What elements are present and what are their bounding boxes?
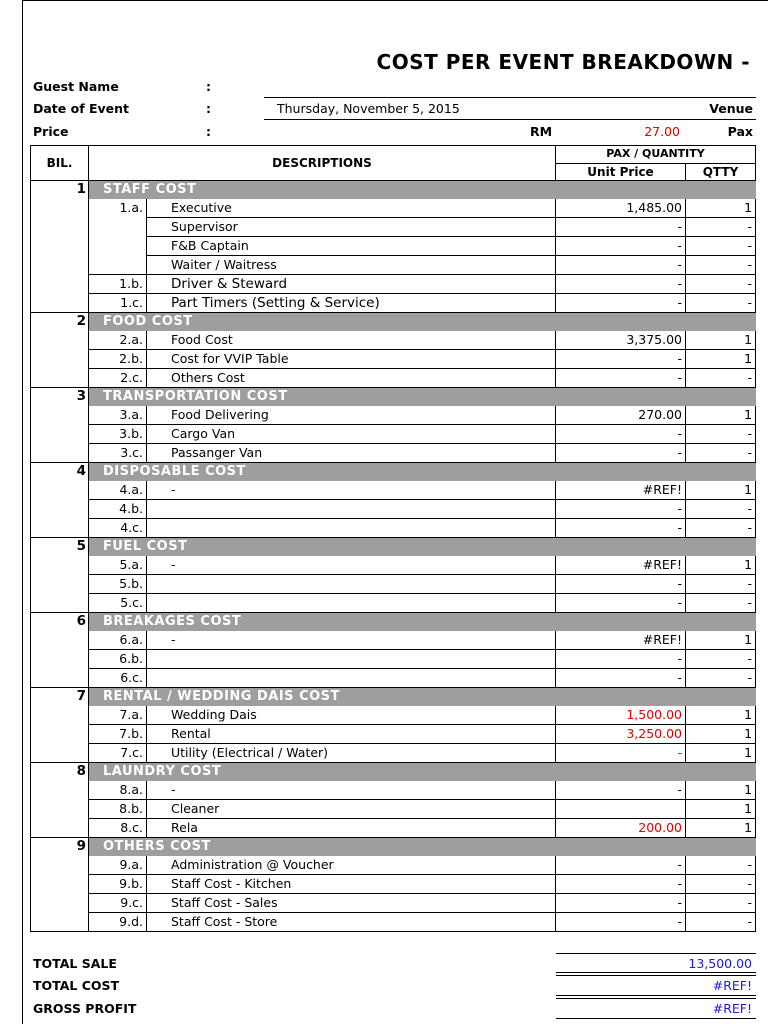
- section-title: LAUNDRY COST: [89, 763, 756, 782]
- item-code: 2.c.: [89, 369, 147, 388]
- item-code: 6.a.: [89, 631, 147, 650]
- total-sale-double-line: [556, 972, 756, 976]
- item-description: Food Cost: [147, 331, 556, 350]
- item-description: Cargo Van: [147, 425, 556, 444]
- table-row: [31, 481, 756, 500]
- item-description: -: [147, 481, 556, 500]
- item-code: 7.b.: [89, 725, 147, 744]
- table-row: [31, 894, 756, 913]
- item-code: 9.a.: [89, 856, 147, 875]
- item-code: 4.a.: [89, 481, 147, 500]
- item-code: 9.c.: [89, 894, 147, 913]
- item-description: Wedding Dais: [147, 706, 556, 725]
- section-title: OTHERS COST: [89, 838, 756, 857]
- item-quantity: 1: [686, 331, 756, 350]
- item-unit-price: -: [556, 875, 686, 894]
- item-quantity: -: [686, 913, 756, 932]
- item-description: -: [147, 631, 556, 650]
- item-unit-price: #REF!: [556, 631, 686, 650]
- item-quantity: -: [686, 218, 756, 237]
- item-code: 9.d.: [89, 913, 147, 932]
- section-number: 7: [31, 688, 89, 763]
- item-code: 1.c.: [89, 294, 147, 313]
- item-description: Waiter / Waitress: [147, 256, 556, 275]
- item-quantity: 1: [686, 556, 756, 575]
- section-number: 4: [31, 463, 89, 538]
- item-code: 3.c.: [89, 444, 147, 463]
- item-unit-price: -: [556, 218, 686, 237]
- date-line: [264, 119, 756, 120]
- currency-label: RM: [530, 124, 553, 139]
- section-number: 6: [31, 613, 89, 688]
- item-quantity: 1: [686, 725, 756, 744]
- date-of-event-value: Thursday, November 5, 2015: [277, 101, 460, 116]
- item-code: 3.b.: [89, 425, 147, 444]
- item-unit-price: 1,500.00: [556, 706, 686, 725]
- section-title: RENTAL / WEDDING DAIS COST: [89, 688, 756, 707]
- table-row: [31, 275, 756, 294]
- table-row: [31, 556, 756, 575]
- gross-profit-label: GROSS PROFIT: [33, 1001, 137, 1016]
- table-row: [31, 875, 756, 894]
- section-number: 1: [31, 181, 89, 313]
- table-row: [31, 575, 756, 594]
- total-sale-value: 13,500.00: [688, 956, 752, 971]
- item-description: Administration @ Voucher: [147, 856, 556, 875]
- section-header-row: [31, 388, 756, 407]
- item-code: 5.a.: [89, 556, 147, 575]
- gross-profit-line: [556, 1018, 756, 1019]
- item-unit-price: #REF!: [556, 556, 686, 575]
- item-description: Staff Cost - Sales: [147, 894, 556, 913]
- item-unit-price: -: [556, 856, 686, 875]
- table-row: [31, 519, 756, 538]
- item-description: [147, 500, 556, 519]
- table-row: [31, 856, 756, 875]
- date-of-event-label: Date of Event: [33, 101, 130, 116]
- item-quantity: -: [686, 275, 756, 294]
- item-unit-price: -: [556, 275, 686, 294]
- table-row: [31, 913, 756, 932]
- table-row: [31, 425, 756, 444]
- item-quantity: 1: [686, 199, 756, 218]
- table-row: [31, 800, 756, 819]
- table-row: [31, 331, 756, 350]
- item-unit-price: -: [556, 575, 686, 594]
- item-unit-price: 1,485.00: [556, 199, 686, 218]
- table-row: [31, 199, 756, 218]
- section-title: FOOD COST: [89, 313, 756, 332]
- item-quantity: -: [686, 650, 756, 669]
- top-border: [22, 0, 768, 1]
- item-unit-price: -: [556, 500, 686, 519]
- item-description: [147, 650, 556, 669]
- item-description: Executive: [147, 199, 556, 218]
- item-description: [147, 669, 556, 688]
- item-unit-price: -: [556, 256, 686, 275]
- total-sale-label: TOTAL SALE: [33, 956, 117, 971]
- section-number: 2: [31, 313, 89, 388]
- item-quantity: -: [686, 294, 756, 313]
- total-cost-value: #REF!: [712, 978, 752, 993]
- item-quantity: -: [686, 875, 756, 894]
- item-quantity: 1: [686, 481, 756, 500]
- item-code: [89, 218, 147, 237]
- item-unit-price: -: [556, 650, 686, 669]
- item-code: 1.a.: [89, 199, 147, 218]
- section-number: 5: [31, 538, 89, 613]
- item-code: 6.b.: [89, 650, 147, 669]
- table-row: [31, 819, 756, 838]
- item-unit-price: 270.00: [556, 406, 686, 425]
- section-number: 8: [31, 763, 89, 838]
- item-unit-price: -: [556, 369, 686, 388]
- item-quantity: -: [686, 669, 756, 688]
- item-description: -: [147, 781, 556, 800]
- table-row: [31, 350, 756, 369]
- item-quantity: 1: [686, 819, 756, 838]
- item-code: 8.c.: [89, 819, 147, 838]
- item-code: 3.a.: [89, 406, 147, 425]
- guest-name-label: Guest Name: [33, 79, 119, 94]
- item-unit-price: -: [556, 237, 686, 256]
- price-label: Price: [33, 124, 69, 139]
- item-quantity: 1: [686, 800, 756, 819]
- table-row: [31, 237, 756, 256]
- item-unit-price: -: [556, 894, 686, 913]
- item-code: 7.a.: [89, 706, 147, 725]
- item-description: F&B Captain: [147, 237, 556, 256]
- item-quantity: 1: [686, 631, 756, 650]
- section-header-row: [31, 613, 756, 632]
- item-description: Cleaner: [147, 800, 556, 819]
- date-of-event-colon: :: [206, 101, 211, 116]
- section-header-row: [31, 688, 756, 707]
- section-header-row: [31, 763, 756, 782]
- item-description: Supervisor: [147, 218, 556, 237]
- item-code: 8.a.: [89, 781, 147, 800]
- item-code: 4.b.: [89, 500, 147, 519]
- qtty-header: QTTY: [686, 163, 756, 181]
- table-row: [31, 406, 756, 425]
- item-quantity: -: [686, 256, 756, 275]
- guest-name-colon: :: [206, 79, 211, 94]
- left-border: [22, 0, 23, 1024]
- total-sale-line: [556, 953, 756, 954]
- item-code: 4.c.: [89, 519, 147, 538]
- table-row: [31, 256, 756, 275]
- item-quantity: -: [686, 856, 756, 875]
- section-header-row: [31, 838, 756, 857]
- item-unit-price: [556, 800, 686, 819]
- table-row: [31, 594, 756, 613]
- item-description: Utility (Electrical / Water): [147, 744, 556, 763]
- item-unit-price: -: [556, 669, 686, 688]
- total-cost-label: TOTAL COST: [33, 978, 120, 993]
- item-code: 5.b.: [89, 575, 147, 594]
- table-body: [31, 181, 756, 932]
- item-description: Cost for VVIP Table: [147, 350, 556, 369]
- section-header-row: [31, 181, 756, 200]
- item-code: 2.a.: [89, 331, 147, 350]
- descriptions-header: DESCRIPTIONS: [89, 146, 556, 181]
- item-quantity: -: [686, 425, 756, 444]
- item-unit-price: -: [556, 425, 686, 444]
- item-quantity: 1: [686, 744, 756, 763]
- total-cost-double-line: [556, 995, 756, 999]
- item-unit-price: -: [556, 781, 686, 800]
- item-unit-price: 200.00: [556, 819, 686, 838]
- item-quantity: -: [686, 444, 756, 463]
- item-quantity: 1: [686, 706, 756, 725]
- page-title: COST PER EVENT BREAKDOWN -: [376, 50, 750, 74]
- section-header-row: [31, 313, 756, 332]
- section-title: TRANSPORTATION COST: [89, 388, 756, 407]
- section-number: 3: [31, 388, 89, 463]
- item-unit-price: 3,375.00: [556, 331, 686, 350]
- table-row: [31, 369, 756, 388]
- cost-breakdown-table: [30, 145, 756, 932]
- item-unit-price: -: [556, 294, 686, 313]
- item-code: 5.c.: [89, 594, 147, 613]
- item-quantity: 1: [686, 350, 756, 369]
- table-row: [31, 500, 756, 519]
- table-row: [31, 218, 756, 237]
- guest-name-line: [264, 97, 756, 98]
- section-number: 9: [31, 838, 89, 932]
- item-description: [147, 519, 556, 538]
- item-description: Part Timers (Setting & Service): [147, 294, 556, 313]
- table-row: [31, 706, 756, 725]
- table-row: [31, 294, 756, 313]
- section-title: BREAKAGES COST: [89, 613, 756, 632]
- item-code: 6.c.: [89, 669, 147, 688]
- item-code: 2.b.: [89, 350, 147, 369]
- item-code: 8.b.: [89, 800, 147, 819]
- item-code: 7.c.: [89, 744, 147, 763]
- item-quantity: -: [686, 594, 756, 613]
- section-title: STAFF COST: [89, 181, 756, 200]
- table-row: [31, 444, 756, 463]
- item-description: Food Delivering: [147, 406, 556, 425]
- item-quantity: 1: [686, 406, 756, 425]
- item-code: 1.b.: [89, 275, 147, 294]
- table-row: [31, 725, 756, 744]
- item-quantity: 1: [686, 781, 756, 800]
- item-unit-price: -: [556, 350, 686, 369]
- item-unit-price: #REF!: [556, 481, 686, 500]
- item-quantity: -: [686, 519, 756, 538]
- table-row: [31, 631, 756, 650]
- item-unit-price: -: [556, 913, 686, 932]
- unit-price-header: Unit Price: [556, 163, 686, 181]
- section-title: FUEL COST: [89, 538, 756, 557]
- item-description: Driver & Steward: [147, 275, 556, 294]
- table-row: [31, 744, 756, 763]
- pax-label: Pax: [727, 124, 753, 139]
- item-quantity: -: [686, 369, 756, 388]
- item-description: Staff Cost - Store: [147, 913, 556, 932]
- section-header-row: [31, 538, 756, 557]
- item-description: Rela: [147, 819, 556, 838]
- item-unit-price: -: [556, 519, 686, 538]
- item-description: [147, 594, 556, 613]
- item-code: [89, 256, 147, 275]
- item-unit-price: -: [556, 744, 686, 763]
- table-row: [31, 650, 756, 669]
- item-quantity: -: [686, 500, 756, 519]
- item-unit-price: -: [556, 594, 686, 613]
- item-code: 9.b.: [89, 875, 147, 894]
- item-description: Others Cost: [147, 369, 556, 388]
- section-title: DISPOSABLE COST: [89, 463, 756, 482]
- item-unit-price: 3,250.00: [556, 725, 686, 744]
- table-row: [31, 669, 756, 688]
- item-description: Passanger Van: [147, 444, 556, 463]
- item-description: [147, 575, 556, 594]
- table-row: [31, 781, 756, 800]
- item-quantity: -: [686, 237, 756, 256]
- price-value: 27.00: [644, 124, 680, 139]
- item-description: Rental: [147, 725, 556, 744]
- item-quantity: -: [686, 575, 756, 594]
- section-header-row: [31, 463, 756, 482]
- price-colon: :: [206, 124, 211, 139]
- item-code: [89, 237, 147, 256]
- item-quantity: -: [686, 894, 756, 913]
- venue-label: Venue: [709, 101, 753, 116]
- item-description: Staff Cost - Kitchen: [147, 875, 556, 894]
- bil-header: BIL.: [31, 146, 89, 181]
- item-unit-price: -: [556, 444, 686, 463]
- gross-profit-value: #REF!: [712, 1001, 752, 1016]
- item-description: -: [147, 556, 556, 575]
- pax-quantity-header: PAX / QUANTITY: [556, 146, 756, 164]
